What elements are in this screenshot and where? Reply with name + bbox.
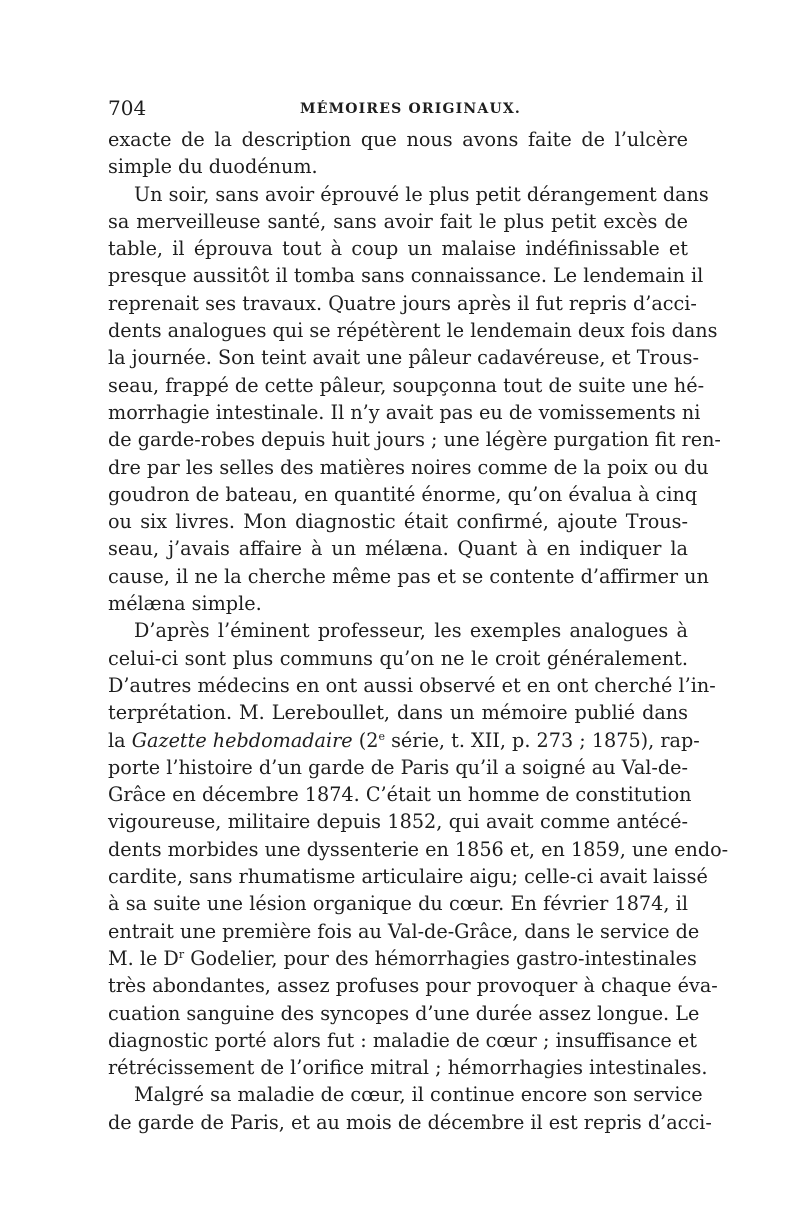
text-line-citation [108,727,700,754]
text-line: terprétation. M. Lereboullet, dans un mémoire publié dans [108,701,688,725]
text-line: ou six livres. Mon diagnostic était confirmé, ajoute Trous- [108,510,688,534]
body-text [108,126,729,1136]
text-line: Un soir, sans avoir éprouvé le plus petit dérangement dans [134,182,709,206]
text-line: Grâce en décembre 1874. C’était un homme de constitution [108,783,692,807]
text-line: de garde-robes depuis huit jours ; une légère purgation fit ren- [108,428,721,452]
text-line: entrait une première fois au Val-de-Grâce, dans le service de [108,919,700,943]
text-line: D’autres médecins en ont aussi observé et en ont cherché l’in- [108,673,716,697]
text-line: porte l’histoire d’un garde de Paris qu’il a soigné au Val-de- [108,755,688,779]
text-line: à sa suite une lésion organique du cœur. En février 1874, il [108,892,688,916]
text-line: presque aussitôt il tomba sans connaissance. Le lendemain il [108,264,704,288]
text-line: de garde de Paris, et au mois de décembre il est repris d’acci- [108,1110,712,1134]
text-line: dents morbides une dyssenterie en 1856 et, en 1859, une endo- [108,837,729,861]
journal-title: Gazette hebdomadaire [131,728,353,752]
text-line: mélæna simple. [108,592,262,616]
running-title: MÉMOIRES ORIGINAUX. [300,101,521,117]
text-line: celui-ci sont plus communs qu’on ne le croit généralement. [108,646,688,670]
citation-open: (2 [352,728,379,752]
doctor-superscript: r [178,947,185,961]
text-line: diagnostic porté alors fut : maladie de cœur ; insuffisance et [108,1028,697,1052]
text-line: cardite, sans rhumatisme articulaire aigu; celle-ci avait laissé [108,865,708,889]
text-line: rétrécissement de l’orifice mitral ; hémorrhagies intestinales. [108,1056,708,1080]
text-line: exacte de la description que nous avons faite de l’ulcère [108,128,688,151]
text-line: dents analogues qui se répétèrent le lendemain deux fois dans [108,319,718,343]
doctor-prefix: M. le D [108,946,179,970]
ordinal-superscript: e [378,729,385,743]
text-line-doctor [108,945,697,972]
text-line: goudron de bateau, en quantité énorme, qu’on évalua à cinq [108,482,698,506]
book-page [108,94,729,1136]
text-line: seau, j’avais affaire à un mélæna. Quant à en indiquer la [108,537,688,561]
citation-details: série, t. XII, p. 273 ; 1875), rap- [384,728,700,752]
text-line: dre par les selles des matières noires comme de la poix ou du [108,455,709,479]
text-line: D’après l’éminent professeur, les exemples analogues à [134,619,688,643]
text-line: cuation sanguine des syncopes d’une durée assez longue. Le [108,1001,700,1025]
page-number: 704 [108,96,147,120]
doctor-rest: Godelier, pour des hémorrhagies gastro-intestinales [184,946,697,970]
text-line: reprenait ses travaux. Quatre jours après il fut repris d’acci- [108,291,697,315]
text-line: morrhagie intestinale. Il n’y avait pas eu de vomissements ni [108,400,701,424]
text-line: vigoureuse, militaire depuis 1852, qui avait comme antécé- [108,810,688,834]
text-line: table, il éprouva tout à coup un malaise indéfinissable et [108,237,688,261]
text-line: simple du duodénum. [108,155,318,179]
text-line: seau, frappé de cette pâleur, soupçonna tout de suite une hé- [108,373,705,397]
text-line: Malgré sa maladie de cœur, il continue encore son service [134,1083,703,1107]
text-line: sa merveilleuse santé, sans avoir fait le plus petit excès de [108,209,688,233]
citation-prefix: la [108,728,132,752]
text-line: cause, il ne la cherche même pas et se contente d’affirmer un [108,564,709,588]
text-line: la journée. Son teint avait une pâleur cadavéreuse, et Trous- [108,346,699,370]
text-line: très abondantes, assez profuses pour provoquer à chaque éva- [108,974,718,998]
page-header [108,94,688,122]
